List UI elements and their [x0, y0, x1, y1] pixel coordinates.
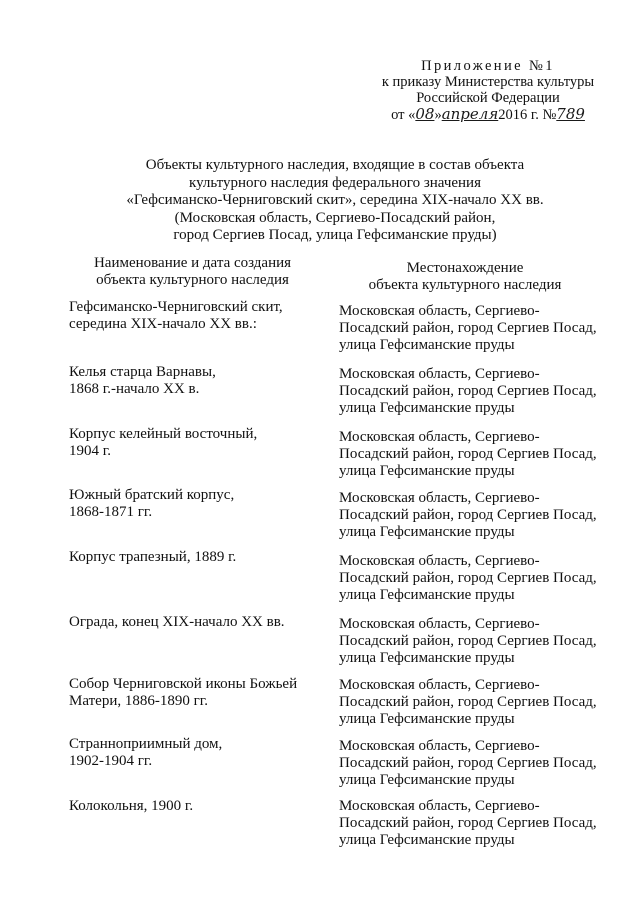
object-name-line: 1868-1871 гг.: [69, 504, 153, 520]
object-location-line: Московская область, Сергиево-: [339, 490, 540, 506]
appendix-date-line: [378, 106, 598, 123]
object-name-line: 1902-1904 гг.: [69, 753, 153, 769]
object-name: [69, 487, 334, 521]
object-name: [69, 614, 334, 631]
object-location-line: Московская область, Сергиево-: [339, 677, 540, 693]
object-location-line: улица Гефсиманские пруды: [339, 587, 515, 603]
object-location-line: улица Гефсиманские пруды: [339, 832, 515, 848]
date-day-handwritten: 08: [415, 105, 435, 123]
object-location: [339, 677, 609, 728]
object-name-line: Странноприимный дом,: [69, 736, 223, 752]
object-location-line: Московская область, Сергиево-: [339, 553, 540, 569]
object-location-line: Посадский район, город Сергиев Посад,: [339, 507, 597, 523]
object-name-line: Южный братский корпус,: [69, 487, 235, 503]
title-line-5: город Сергиев Посад, улица Гефсиманские пруды): [173, 227, 497, 243]
object-location-line: Посадский район, город Сергиев Посад,: [339, 755, 597, 771]
object-name-line: 1868 г.-начало XX в.: [69, 381, 200, 397]
column-header-location: [330, 260, 600, 293]
object-name-line: середина XIX-начало XX вв.:: [69, 316, 257, 332]
title-line-4: (Московская область, Сергиево-Посадский район,: [174, 209, 496, 226]
column-header-location-line-1: Местонахождение: [406, 260, 524, 276]
object-name-line: Гефсиманско-Черниговский скит,: [69, 299, 283, 315]
object-location-line: Посадский район, город Сергиев Посад,: [339, 570, 597, 586]
object-location: [339, 429, 609, 480]
document-title: [80, 157, 590, 245]
appendix-title: Приложение №1: [421, 58, 555, 74]
object-location: [339, 738, 609, 789]
object-location-line: улица Гефсиманские пруды: [339, 772, 515, 788]
object-location-line: Московская область, Сергиево-: [339, 429, 540, 445]
object-location-line: улица Гефсиманские пруды: [339, 337, 515, 353]
object-name: [69, 364, 334, 398]
object-location-line: Посадский район, город Сергиев Посад,: [339, 383, 597, 399]
object-location-line: Московская область, Сергиево-: [339, 738, 540, 754]
title-line-2: культурного наследия федерального значения: [189, 174, 481, 191]
object-name-line: Матери, 1886-1890 гг.: [69, 693, 208, 709]
object-location: [339, 798, 609, 849]
column-header-name-line-1: Наименование и дата создания: [93, 255, 292, 271]
object-name: [69, 798, 334, 815]
column-header-name-line-2: объекта культурного наследия: [96, 271, 289, 288]
date-year: 2016 г. №: [498, 107, 557, 123]
object-location: [339, 616, 609, 667]
title-line-1: Объекты культурного наследия, входящие в состав объекта: [145, 157, 525, 173]
object-name: [69, 676, 334, 710]
object-name-line: Корпус трапезный, 1889 г.: [69, 549, 237, 565]
object-location-line: Московская область, Сергиево-: [339, 798, 540, 814]
object-name-line: Корпус келейный восточный,: [69, 426, 258, 442]
object-location-line: улица Гефсиманские пруды: [339, 650, 515, 666]
object-name-line: Собор Черниговской иконы Божьей: [69, 676, 298, 692]
object-name-line: Колокольня, 1900 г.: [69, 798, 194, 814]
object-location-line: Московская область, Сергиево-: [339, 366, 540, 382]
object-location-line: улица Гефсиманские пруды: [339, 524, 515, 540]
object-location-line: Посадский район, город Сергиев Посад,: [339, 815, 597, 831]
object-location-line: улица Гефсиманские пруды: [339, 400, 515, 416]
object-location-line: улица Гефсиманские пруды: [339, 711, 515, 727]
object-location: [339, 366, 609, 417]
object-location-line: Посадский район, город Сергиев Посад,: [339, 633, 597, 649]
date-prefix: от «: [391, 107, 416, 123]
date-month-handwritten: апреля: [441, 105, 499, 123]
object-location-line: Московская область, Сергиево-: [339, 303, 540, 319]
appendix-header: [378, 58, 598, 123]
column-header-name: [60, 255, 325, 288]
column-header-location-line-2: объекта культурного наследия: [368, 276, 562, 293]
object-name: [69, 426, 334, 460]
object-name-line: Ограда, конец XIX-начало XX вв.: [69, 614, 285, 630]
appendix-order-ref: к приказу Министерства культуры: [381, 74, 595, 90]
object-location-line: улица Гефсиманские пруды: [339, 463, 515, 479]
object-name: [69, 736, 334, 770]
date-quote: »: [434, 107, 442, 123]
object-name-line: 1904 г.: [69, 443, 111, 459]
object-name: [69, 549, 334, 566]
object-location: [339, 553, 609, 604]
object-location-line: Посадский район, город Сергиев Посад,: [339, 446, 597, 462]
appendix-federation: Российской Федерации: [416, 90, 560, 106]
object-location-line: Посадский район, город Сергиев Посад,: [339, 694, 597, 710]
object-location-line: Московская область, Сергиево-: [339, 616, 540, 632]
object-location: [339, 490, 609, 541]
order-number-handwritten: 789: [556, 105, 585, 123]
object-name: [69, 299, 334, 333]
object-name-line: Келья старца Варнавы,: [69, 364, 216, 380]
object-location: [339, 303, 609, 354]
title-line-3: «Гефсиманско-Черниговский скит», середина XIX-начало XX вв.: [126, 192, 544, 208]
object-location-line: Посадский район, город Сергиев Посад,: [339, 320, 597, 336]
